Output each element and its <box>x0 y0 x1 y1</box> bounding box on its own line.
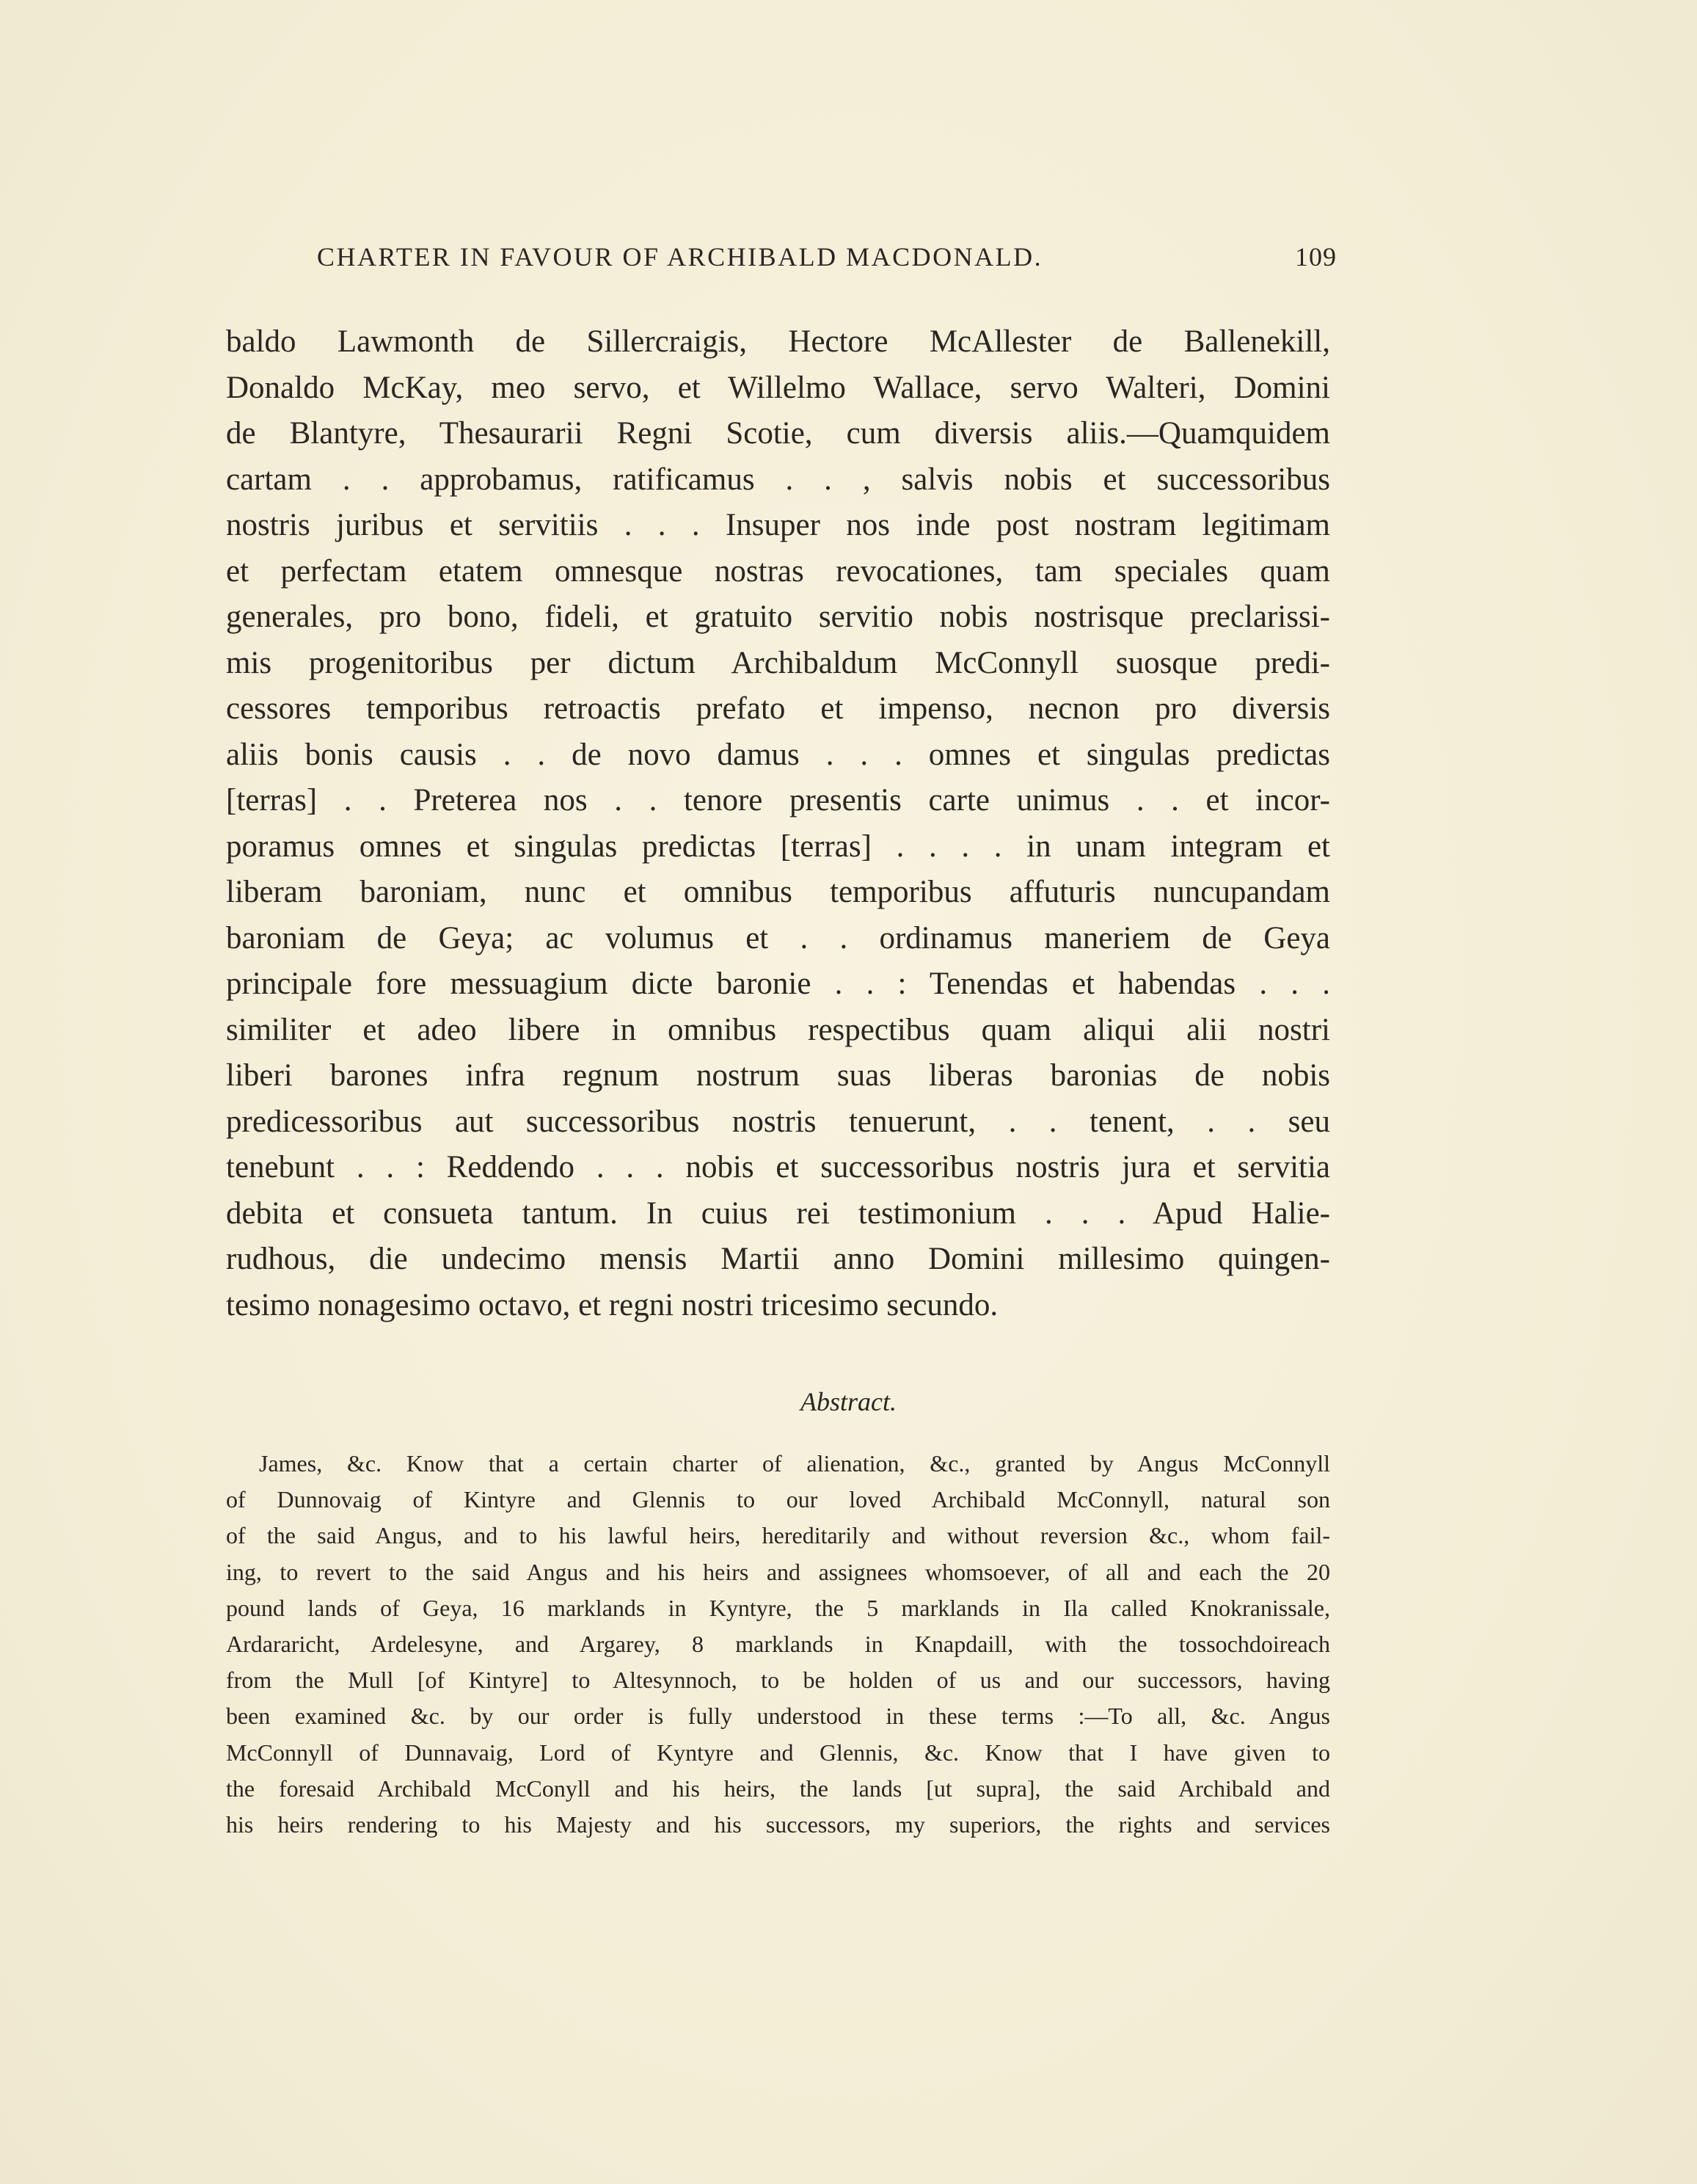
text-line: nostris juribus et servitiis . . . Insuper nos inde post nostram legitimam <box>226 508 1330 542</box>
text-line: Donaldo McKay, meo servo, et Willelmo Wallace, servo Walteri, Domini <box>226 370 1330 405</box>
running-title: CHARTER IN FAVOUR OF ARCHIBALD MACDONALD. <box>317 242 1043 272</box>
abstract-line: his heirs rendering to his Majesty and his successors, my superiors, the rights and services <box>226 1810 1330 1838</box>
text-line: aliis bonis causis . . de novo damus . . . omnes et singulas predictas <box>226 737 1330 772</box>
abstract-line: from the Mull [of Kintyre] to Altesynnoch, to be holden of us and our successors, having <box>226 1667 1330 1694</box>
text-line: de Blantyre, Thesaurarii Regni Scotie, cum diversis aliis.—Quamquidem <box>226 416 1330 451</box>
text-line: baldo Lawmonth de Sillercraigis, Hectore McAllester de Ballenekill, <box>226 324 1330 359</box>
running-head <box>317 239 1337 275</box>
text-line: [terras] . . Preterea nos . . tenore presentis carte unimus . . et incor- <box>226 783 1330 818</box>
abstract-line: McConnyll of Dunnavaig, Lord of Kyntyre and Glennis, &c. Know that I have given to <box>226 1739 1330 1766</box>
abstract-line: pound lands of Geya, 16 marklands in Kyntyre, the 5 marklands in Ila called Knokranissale, <box>226 1594 1330 1621</box>
text-line: similiter et adeo libere in omnibus respectibus quam aliqui alii nostri <box>226 1012 1330 1047</box>
text-line: rudhous, die undecimo mensis Martii anno Domini millesimo quingen- <box>226 1242 1330 1276</box>
text-line: generales, pro bono, fideli, et gratuito servitio nobis nostrisque preclarissi- <box>226 600 1330 634</box>
text-line: cartam . . approbamus, ratificamus . . , salvis nobis et successoribus <box>226 462 1330 497</box>
charter-text <box>226 319 1330 1328</box>
text-line: poramus omnes et singulas predictas [terras] . . . . in unam integram et <box>226 829 1330 864</box>
text-line: mis progenitoribus per dictum Archibaldum McConnyll suosque predi- <box>226 645 1330 680</box>
abstract-text <box>226 1446 1330 1843</box>
text-line: principale fore messuagium dicte baronie . . : Tenendas et habendas . . . <box>226 967 1330 1001</box>
abstract-line: been examined &c. by our order is fully understood in these terms :—To all, &c. Angus <box>226 1703 1330 1730</box>
abstract-line: James, &c. Know that a certain charter of alienation, &c., granted by Angus McConnyll <box>259 1450 1330 1477</box>
abstract-line: the foresaid Archibald McConyll and his heirs, the lands [ut supra], the said Archibald and <box>226 1774 1330 1802</box>
text-line: tenebunt . . : Reddendo . . . nobis et successoribus nostris jura et servitia <box>226 1150 1330 1184</box>
text-line: debita et consueta tantum. In cuius rei testimonium . . . Apud Halie- <box>226 1195 1330 1231</box>
text-line: cessores temporibus retroactis prefato et impenso, necnon pro diversis <box>226 691 1330 726</box>
text-line: baroniam de Geya; ac volumus et . . ordinamus maneriem de Geya <box>226 920 1330 956</box>
abstract-line: of the said Angus, and to his lawful heirs, hereditarily and without reversion &c., whom fail- <box>226 1522 1330 1549</box>
text-line: et perfectam etatem omnesque nostras revocationes, tam speciales quam <box>226 553 1330 589</box>
abstract-line: Ardararicht, Ardelesyne, and Argarey, 8 marklands in Knapdaill, with the tossochdoireach <box>226 1630 1330 1657</box>
abstract-heading: Abstract. <box>800 1387 897 1416</box>
text-line: predicessoribus aut successoribus nostris tenuerunt, . . tenent, . . seu <box>226 1104 1330 1139</box>
abstract-line: ing, to revert to the said Angus and his heirs and assignees whomsoever, of all and each the 20 <box>226 1558 1330 1585</box>
text-line: liberam baroniam, nunc et omnibus temporibus affuturis nuncupandam <box>226 875 1330 909</box>
text-line: liberi barones infra regnum nostrum suas liberas baronias de nobis <box>226 1058 1330 1093</box>
text-line: tesimo nonagesimo octavo, et regni nostri tricesimo secundo. <box>226 1287 999 1322</box>
abstract-line: of Dunnovaig of Kintyre and Glennis to our loved Archibald McConnyll, natural son <box>226 1486 1330 1513</box>
page-number: 109 <box>1295 242 1337 272</box>
